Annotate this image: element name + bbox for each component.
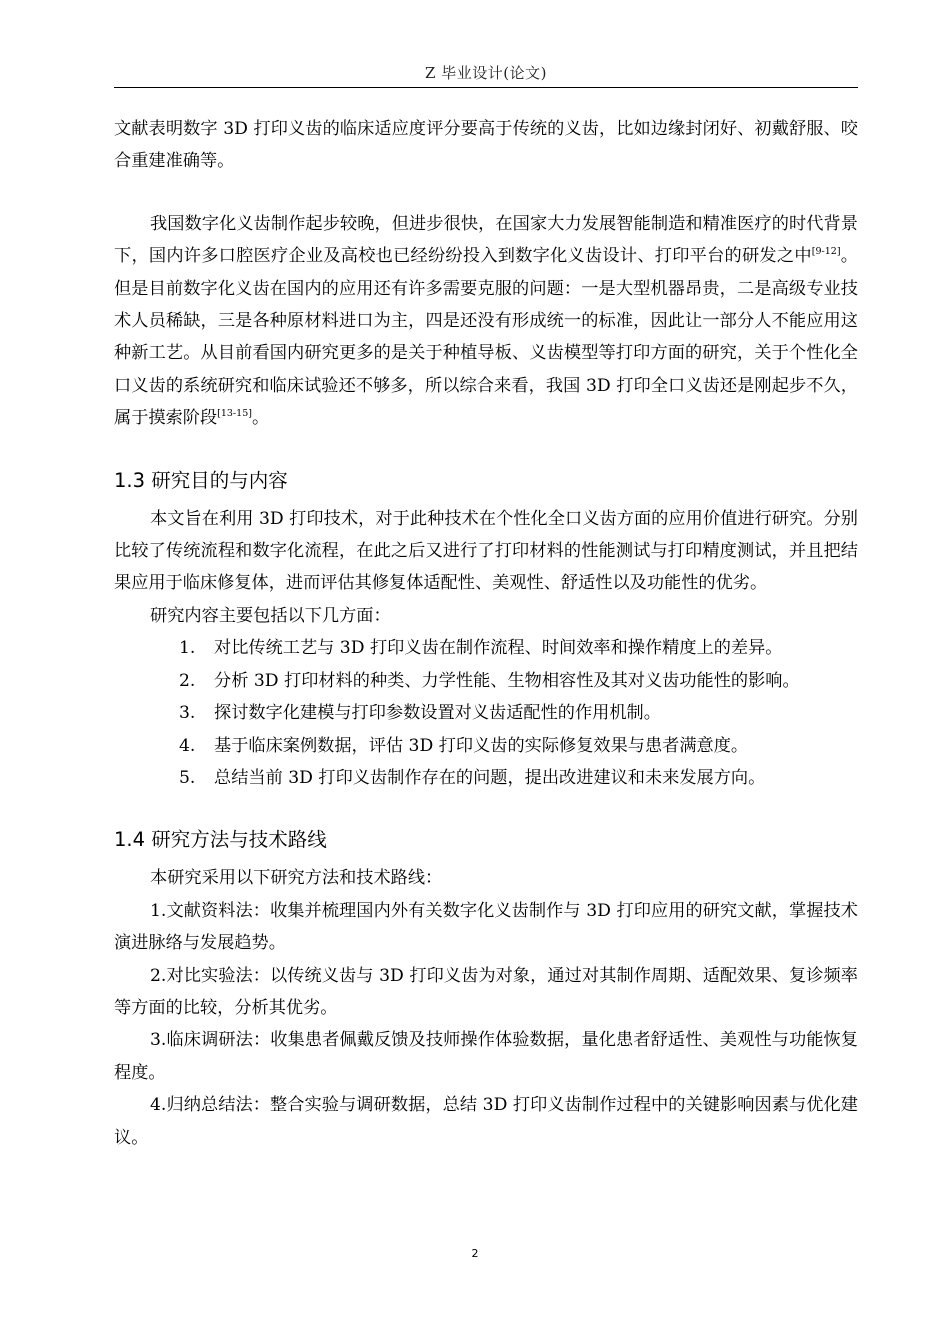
list-item (114, 632, 858, 664)
section-1-3-list-intro: 研究内容主要包括以下几方面： (150, 605, 391, 626)
page-number: 2 (471, 1247, 479, 1260)
paragraph-2-text-a: 我国数字化义齿制作起步较晚，但进步很快，在国家大力发展智能制造和精准医疗的时代背景下，国内许多口腔医疗企业及高校也已经纷纷投入到数字化义齿设计、打印平台的研发之中 (114, 213, 858, 267)
paragraph-2-text-b: 。但是目前数字化义齿在国内的应用还有许多需要克服的问题：一是大型机器昂贵，二是高级专业技术人员稀缺，三是各种原材料进口为主，四是还没有形成统一的标准，因此让一部分人不能应用这种新工艺。从目前看国内研究更多的是关于种植导板、义齿模型等打印方面的研究，关于个性化全口义齿的系统研究和临床试验还不够多，所以综合来看，我国 3D 打印全口义齿还是刚起步不久，属于摸索阶段 (114, 246, 858, 429)
paragraph-1: 文献表明数字 3D 打印义齿的临床适应度评分要高于传统的义齿，比如边缘封闭好、初戴舒服、咬合重建准确等。 (114, 119, 858, 172)
list-item-number: 1. (179, 638, 196, 659)
method-summary: 4.归纳总结法：整合实验与调研数据，总结 3D 打印义齿制作过程中的关键影响因素与优化建议。 (114, 1095, 858, 1148)
list-item-text: 基于临床案例数据，评估 3D 打印义齿的实际修复效果与患者满意度。 (214, 735, 749, 756)
method-comparison: 2.对比实验法：以传统义齿与 3D 打印义齿为对象，通过对其制作周期、适配效果、复诊频率等方面的比较，分析其优劣。 (114, 965, 858, 1018)
method-literature: 1.文献资料法：收集并梳理国内外有关数字化义齿制作与 3D 打印应用的研究文献，掌握技术演进脉络与发展趋势。 (114, 900, 858, 954)
list-item-text: 探讨数字化建模与打印参数设置对义齿适配性的作用机制。 (214, 703, 661, 724)
method-clinical-survey: 3.临床调研法：收集患者佩戴反馈及技师操作体验数据，量化患者舒适性、美观性与功能恢复程度。 (114, 1030, 858, 1083)
section-1-3-intro: 本文旨在利用 3D 打印技术，对于此种技术在个性化全口义齿方面的应用价值进行研究。分别比较了传统流程和数字化流程，在此之后又进行了打印材料的性能测试与打印精度测试，并且把结果应用于临床修复体，进而评估其修复体适配性、美观性、舒适性以及功能性的优劣。 (114, 508, 858, 594)
section-1-4-intro: 本研究采用以下研究方法和技术路线： (150, 868, 443, 889)
page-body (114, 113, 858, 1154)
list-item-number: 5. (179, 767, 196, 788)
section-1-3-heading: 1.3 研究目的与内容 (114, 468, 288, 492)
header-divider (114, 87, 858, 88)
list-item-text: 总结当前 3D 打印义齿制作存在的问题，提出改进建议和未来发展方向。 (214, 767, 766, 788)
list-item (114, 697, 858, 729)
citation-13-15: [13-15] (217, 408, 252, 420)
list-item-number: 3. (179, 703, 196, 724)
list-item (114, 762, 858, 794)
section-1-4-heading: 1.4 研究方法与技术路线 (114, 828, 327, 852)
paragraph-2 (114, 208, 858, 435)
citation-9-12: [9-12] (811, 246, 841, 258)
list-item-text: 对比传统工艺与 3D 打印义齿在制作流程、时间效率和操作精度上的差异。 (214, 638, 783, 659)
list-item-text: 分析 3D 打印材料的种类、力学性能、生物相容性及其对义齿功能性的影响。 (214, 670, 800, 691)
research-content-list (114, 632, 858, 794)
paragraph-2-text-c: 。 (251, 408, 270, 429)
page-header: Z 毕业设计(论文) (425, 64, 547, 82)
list-item-number: 2. (179, 670, 196, 691)
list-item (114, 665, 858, 697)
list-item (114, 730, 858, 762)
list-item-number: 4. (179, 735, 196, 756)
